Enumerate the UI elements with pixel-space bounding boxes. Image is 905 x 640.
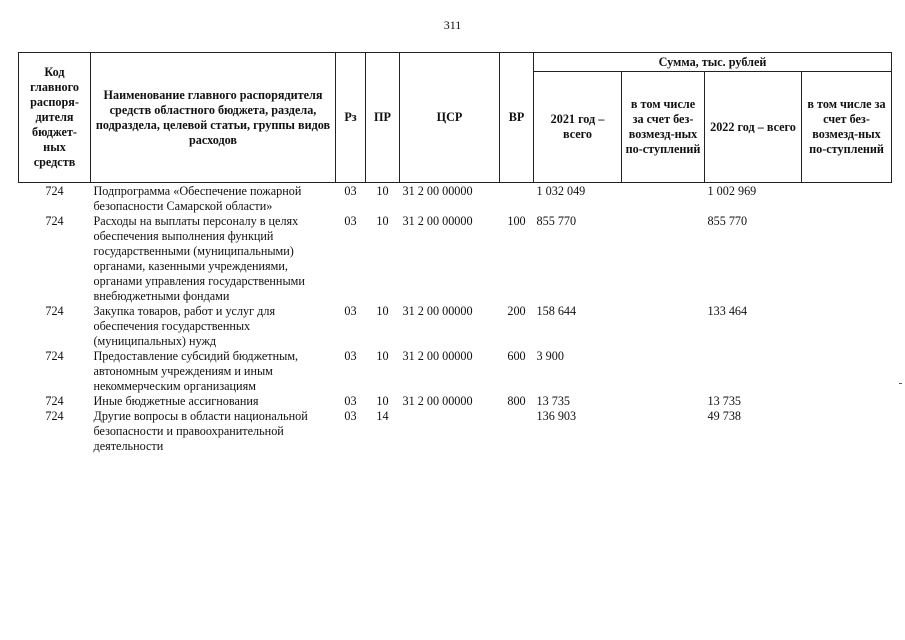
cell-rz: 03 (344, 409, 357, 423)
cell-2021-total: 13 735 (536, 394, 571, 408)
cell-rz: 03 (344, 394, 357, 408)
cell-vr: 600 (507, 349, 526, 363)
header-name: Наименование главного распорядителя средств областного бюджета, раздела, подраздела, целевой статьи, группы видов расходов (91, 53, 336, 183)
cell-vr: 100 (507, 214, 526, 228)
budget-table (18, 52, 892, 454)
cell-csr (400, 409, 500, 454)
header-2022-total: 2022 год – всего (705, 72, 802, 183)
cell-vr: 200 (507, 304, 526, 318)
cell-2022-total: 49 738 (707, 409, 742, 423)
cell-2022-incl (802, 214, 892, 304)
cell-csr: 31 2 00 00000 (402, 304, 473, 318)
cell-code: 724 (45, 394, 64, 408)
cell-pr: 14 (376, 409, 389, 423)
cell-csr: 31 2 00 00000 (402, 394, 473, 408)
header-2021-incl: в том числе за счет без-возмезд-ных по-ступлений (622, 72, 705, 183)
cell-vr (500, 409, 534, 454)
cell-pr: 10 (376, 184, 389, 198)
cell-2022-total (705, 349, 802, 394)
header-vr: ВР (500, 53, 534, 183)
cell-2022-total: 855 770 (707, 214, 748, 228)
cell-rz: 03 (344, 349, 357, 363)
cell-2022-incl (802, 409, 892, 454)
cell-2022-incl (802, 394, 892, 409)
header-pr: ПР (366, 53, 400, 183)
cell-csr: 31 2 00 00000 (402, 214, 473, 228)
cell-name: Закупка товаров, работ и услуг для обеспечения государственных (муниципальных) нужд (93, 304, 276, 348)
cell-code: 724 (45, 214, 64, 228)
cell-2021-total: 3 900 (536, 349, 564, 363)
cell-2022-incl (802, 349, 892, 394)
cell-code: 724 (45, 349, 64, 363)
cell-2021-incl (622, 349, 705, 394)
table-row (19, 183, 892, 215)
cell-2021-total: 158 644 (536, 304, 577, 318)
table-row (19, 394, 892, 409)
header-rz: Рз (336, 53, 366, 183)
cell-2021-incl (622, 394, 705, 409)
cell-2021-incl (622, 214, 705, 304)
scan-mark (899, 383, 902, 384)
cell-vr: 800 (507, 394, 526, 408)
cell-2022-incl (802, 304, 892, 349)
header-sum: Сумма, тыс. рублей (534, 53, 892, 72)
cell-name: Предоставление субсидий бюджетным, автономным учреждениям и иным некоммерческим организациям (93, 349, 299, 393)
cell-pr: 10 (376, 304, 389, 318)
cell-name: Другие вопросы в области национальной безопасности и правоохранительной деятельности (93, 409, 308, 453)
table-header (19, 53, 892, 183)
header-2021-total: 2021 год – всего (534, 72, 622, 183)
cell-code: 724 (45, 409, 64, 423)
cell-vr (500, 183, 534, 215)
header-2022-incl: в том числе за счет без-возмезд-ных по-ступлений (802, 72, 892, 183)
cell-name: Расходы на выплаты персоналу в целях обеспечения выполнения функций государственными (муниципальными) органами, казенными учреждениями, органами управления государственными внебюджетными фондами (93, 214, 305, 303)
cell-name: Иные бюджетные ассигнования (93, 394, 259, 408)
table-row (19, 214, 892, 304)
cell-csr: 31 2 00 00000 (402, 349, 473, 363)
page-number: 311 (443, 18, 462, 32)
cell-pr: 10 (376, 394, 389, 408)
cell-code: 724 (45, 184, 64, 198)
cell-2021-incl (622, 304, 705, 349)
table-row (19, 409, 892, 454)
cell-csr: 31 2 00 00000 (402, 184, 473, 198)
cell-2022-total: 1 002 969 (707, 184, 757, 198)
cell-rz: 03 (344, 184, 357, 198)
cell-2022-incl (802, 183, 892, 215)
cell-rz: 03 (344, 214, 357, 228)
cell-2021-incl (622, 183, 705, 215)
header-csr: ЦСР (400, 53, 500, 183)
cell-pr: 10 (376, 214, 389, 228)
cell-code: 724 (45, 304, 64, 318)
table-body (19, 183, 892, 455)
cell-2022-total: 133 464 (707, 304, 748, 318)
table-row (19, 304, 892, 349)
cell-2021-total: 1 032 049 (536, 184, 586, 198)
cell-2021-total: 855 770 (536, 214, 577, 228)
header-code: Код главного распоря-дителя бюджет-ных средств (19, 53, 91, 183)
cell-name: Подпрограмма «Обеспечение пожарной безопасности Самарской области» (93, 184, 302, 213)
cell-pr: 10 (376, 349, 389, 363)
cell-2021-incl (622, 409, 705, 454)
cell-rz: 03 (344, 304, 357, 318)
table-row (19, 349, 892, 394)
cell-2022-total: 13 735 (707, 394, 742, 408)
cell-2021-total: 136 903 (536, 409, 577, 423)
